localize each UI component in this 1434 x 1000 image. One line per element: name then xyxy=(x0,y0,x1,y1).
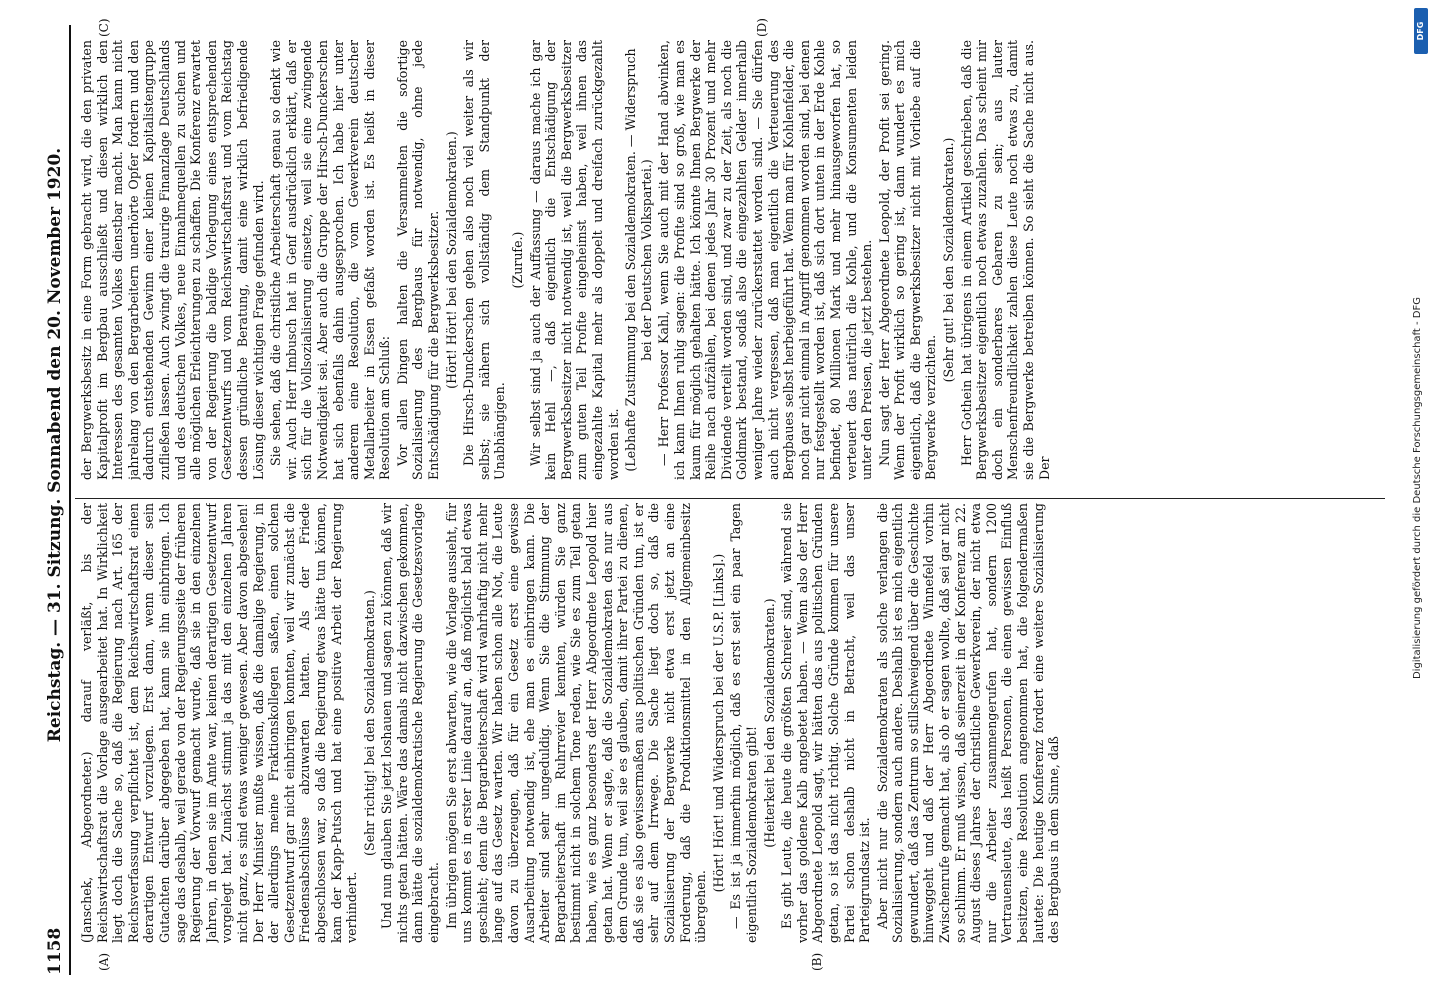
interjection: (Zurufe.) xyxy=(510,231,526,289)
paragraph: Sie sehen, daß die christliche Arbeiterschaft genau so denkt wie wir. Auch Herr Imbusch hat in Genf ausdrücklich erklärt, daß er sich für die Vollsozialisierung einsetze, weil sie eine zwingende Notwendigkeit sei. Aber auch die Gruppe der Hirsch-Dunckerschen hat sich ebenfalls dahin ausgesprochen. Ich habe hier unter anderem eine Resolution, die vom Gewerkverein deutscher Metallarbeiter in Essen gefaßt worden ist. Es heißt in dieser Resolution am Schluß: xyxy=(268,40,393,480)
left-text-column xyxy=(79,503,1387,943)
interjection: (Sehr gut! bei den Sozialdemokraten.) xyxy=(941,137,957,383)
interjection: (Heiterkeit bei den Sozialdemokraten.) xyxy=(761,598,777,848)
interjection: (Hört! Hört! und Widerspruch bei der U.S.P. [Links].) xyxy=(710,553,726,893)
newspaper-sheet xyxy=(35,15,1395,985)
page-header xyxy=(43,25,71,975)
margin-marker-d: (D) xyxy=(755,18,769,37)
digitization-note xyxy=(1400,0,1434,1000)
paragraph: Und nun glauben Sie jetzt loshauen und sagen zu können, daß wir nichts getan hätten. Wäre das damals nicht dazwischen gekommen, dann hätte die sozialdemokratische Regierung die Gesetzesvorlage eingebracht. xyxy=(379,503,442,943)
page-number: 1158 xyxy=(45,927,65,975)
paragraph: Aber nicht nur die Sozialdemokraten als solche verlangen die Sozialisierung, sondern auch andere. Deshalb ist es mich eigentlich gewundert, daß das Zentrum so stillschweigend über die Geschichte hinweggeht und daß der Herr Abgeordnete Winnefeld vorhin Zwischenrufe gemacht hat, als ob er sagen wollte, daß sei gar nicht so schlimm. Er muß wissen, daß seinerzeit in der Konferenz am 22. August dieses Jahres der christliche Gewerkverein, der nicht etwa nur die Arbeiter zusammengerufen hat, sondern 1200 Vertrauensleute, das heißt Personen, die einen gewissen Einfluß besitzen, eine Resolution angenommen hat, die folgendermaßen lautete: Die heutige Konferenz fordert eine weitere Sozialisierung des Bergbaus in dem Sinne, daß xyxy=(874,503,1062,943)
interjection: (Sehr richtig! bei den Sozialdemokraten.) xyxy=(361,590,377,856)
paragraph: Es gibt Leute, die heute die größten Schreier sind, während sie vorher das goldene Kalb angebetet haben. — Wenn also der Herr Abgeordnete Leopold sagt, wir hätten das aus politischen Gründen getan, so ist das nicht richtig. Solche Gründe kommen für unsere Partei schon deshalb nicht in Betracht, weil das unser Parteigrundsatz ist. xyxy=(779,503,873,943)
digitization-credit: Digitalisierung gefördert durch die Deutsche Forschungsgemeinschaft - DFG xyxy=(1412,297,1423,680)
paragraph: Herr Gothein hat übrigens in einem Artikel geschrieben, daß die Bergwerksbesitzer eigentlich noch etwas zuzahlen. Das scheint mir doch ein sonderbares Gebaren zu sein; aus lauter Menschenfreundlichkeit zahlen diese Leute noch etwas zu, damit sie die Bergwerke betreiben können. So sieht die Sache nicht aus. Der xyxy=(958,40,1052,480)
paragraph: — Es ist ja immerhin möglich, daß es erst seit ein paar Tagen eigentlich Sozialdemokraten gibt! xyxy=(728,503,759,943)
paragraph: Nun sagt der Herr Abgeordnete Leopold, der Profit sei gering. Wenn der Profit wirklich so gering ist, dann wundert es mich eigentlich, daß die Bergwerksbesitzer nicht mit Vorliebe auf die Bergwerke verzichten. xyxy=(876,40,939,480)
paragraph: der Bergwerksbesitz in eine Form gebracht wird, die den privaten Kapitalprofit im Bergbau ausschließt und diesen wirklich den Interessen des gesamten Volkes dienstbar macht. Man kann nicht jahrelang von den Bergarbeitern unerhörte Opfer fordern und den dadurch entstehenden Gewinn einer kleinen Kapitalistengruppe zufließen lassen. Auch zwingt die traurige Finanzlage Deutschlands und des deutschen Volkes, neue Einnahmequellen zu suchen und alle möglichen Erleichterungen zu schaffen. Die Konferenz erwartet von der Regierung die baldige Vorlegung eines entsprechenden Gesetzentwurfs und vom Reichswirtschaftsrat und vom Reichstag dessen gründliche Beratung, damit eine wirklich befriedigende Lösung dieser wichtigen Frage gefunden wird. xyxy=(79,40,266,480)
paragraph: Wir selbst sind ja auch der Auffassung — daraus mache ich gar kein Hehl —, daß eigentlich die Entschädigung der Bergwerksbesitzer nicht notwendig ist, weil die Bergwerksbesitzer zum guten Teil Profite eingeheimst haben, weil ihnen das eingezahlte Kapital mehr als doppelt und dreifach zurückgezahlt worden ist. xyxy=(527,40,621,480)
margin-marker-b: (B) xyxy=(810,952,824,971)
paragraph: Die Hirsch-Dunckerschen gehen also noch viel weiter als wir selbst; sie nähern sich vollständig dem Standpunkt der Unabhängigen. xyxy=(461,40,508,480)
right-text-column xyxy=(79,40,1387,480)
quoted-resolution: Vor allen Dingen halten die Versammelten die sofortige Sozialisierung des Bergbaus für notwendig, ohne jede Entschädigung für die Bergwerksbesitzer. xyxy=(394,40,442,480)
interjection: (Hört! Hört! bei den Sozialdemokraten.) xyxy=(443,131,459,389)
rotated-page xyxy=(35,15,1395,985)
paragraph: Im übrigen mögen Sie erst abwarten, wie die Vorlage aussieht, für uns kommt es in erster Linie darauf an, daß möglichst bald etwas geschieht; denn die Bergarbeiterschaft wird wahrhaftig nicht mehr lange auf das Gesetz warten. Wir haben schon alle Not, die Leute davon zu überzeugen, daß für ein Gesetz erst eine gewisse Ausarbeitung notwendig ist, ehe man es einbringen kann. Die Arbeiter sind sehr ungeduldig. Wenn Sie die Stimmung der Bergarbeiterschaft im Ruhrrevier kennten, würden Sie ganz bestimmt nicht in solchem Tone reden, wie Sie es zum Teil getan haben, wie es ganz besonders der Herr Abgeordnete Leopold hier getan hat. Wenn er sagte, daß die Sozialdemokraten das nur aus dem Grunde tun, weil sie es glauben, damit ihrer Partei zu dienen, daß sie es also gewissermaßen aus politischen Gründen tun, ist er sehr auf dem Irrwege. Die Sache liegt doch so, daß die Sozialisierung der Bergwerke nicht etwa erst jetzt an eine Forderung, daß die Produktionsmittel in den Allgemeinbesitz übergehen. xyxy=(443,503,709,943)
page-title: Reichstag. — 31. Sitzung. Sonnabend den 20. November 1920. xyxy=(45,147,65,743)
margin-marker-a: (A) xyxy=(97,952,111,971)
paragraph: (Janschek, Abgeordneter.) darauf verläßt, bis der Reichswirtschaftsrat die Vorlage ausgearbeitet hat. In Wirklichkeit liegt doch die Sache so, daß die Regierung nach Art. 165 der Reichsverfassung verpflichtet ist, dem Reichswirtschaftsrat einen derartigen Entwurf vorzulegen. Erst dann, wenn dieser sein Gutachten darüber abgegeben hat, kann sie ihn einbringen. Ich sage das deshalb, weil gerade von der Regierungsseite der früheren Regierung der Vorwurf gemacht wurde, daß sie in den einzelnen Jahren, in denen sie im Amte war, keinen derartigen Gesetzentwurf vorgelegt hat. Zunächst stimmt ja das mit den einzelnen Jahren nicht ganz, es sind etwas weniger gewesen. Aber davon abgesehen! Der Herr Minister mußte wissen, daß die damalige Regierung, in der allerdings meine Fraktionskollegen saßen, einen solchen Gesetzentwurf gar nicht einbringen konnten, weil wir zunächst die Friedensabschlüsse abzuwarten hatten. Als der Friede abgeschlossen war, so daß die Regierung etwas hätte tun können, kam der Kapp-Putsch und hat eine positive Arbeit der Regierung verhindert. xyxy=(79,503,360,943)
paragraph: — Herr Professor Kahl, wenn Sie auch mit der Hand abwinken, ich kann Ihnen ruhig sagen: die Profite sind so groß, wie man es kaum für möglich gehalten hätte. Ich könnte Ihnen Bergwerke der Reihe nach aufzählen, bei denen jedes Jahr 30 Prozent und mehr Dividende verteilt worden sind, und zwar zu der Zeit, als noch die Goldmark bestand, sodaß also die eingezahlten Gelder innerhalb weniger Jahre wieder zurückerstattet worden sind. — Sie dürfen auch nicht vergessen, daß man eigentlich die Verteuerung des Bergbaues selbst herbeigeführt hat. Wenn man für Kohlenfelder, die noch gar nicht einmal in Angriff genommen worden sind, bei denen nur festgestellt worden ist, daß sich dort unten in der Erde Kohle befindet, 80 Millionen Mark und mehr hinausgeworfen hat, so verteuert das natürlich die Kohle, und die Konsumenten leiden unter den Preisen, die jetzt bestehen. xyxy=(656,40,875,480)
dfg-logo-text: DFG xyxy=(1416,21,1425,41)
column-divider xyxy=(75,498,1385,499)
margin-marker-c: (C) xyxy=(97,18,111,37)
dfg-logo xyxy=(1414,8,1428,54)
interjection: (Lebhafte Zustimmung bei den Sozialdemokraten. — Widerspruch bei der Deutschen Volkspartei.) xyxy=(623,48,654,472)
